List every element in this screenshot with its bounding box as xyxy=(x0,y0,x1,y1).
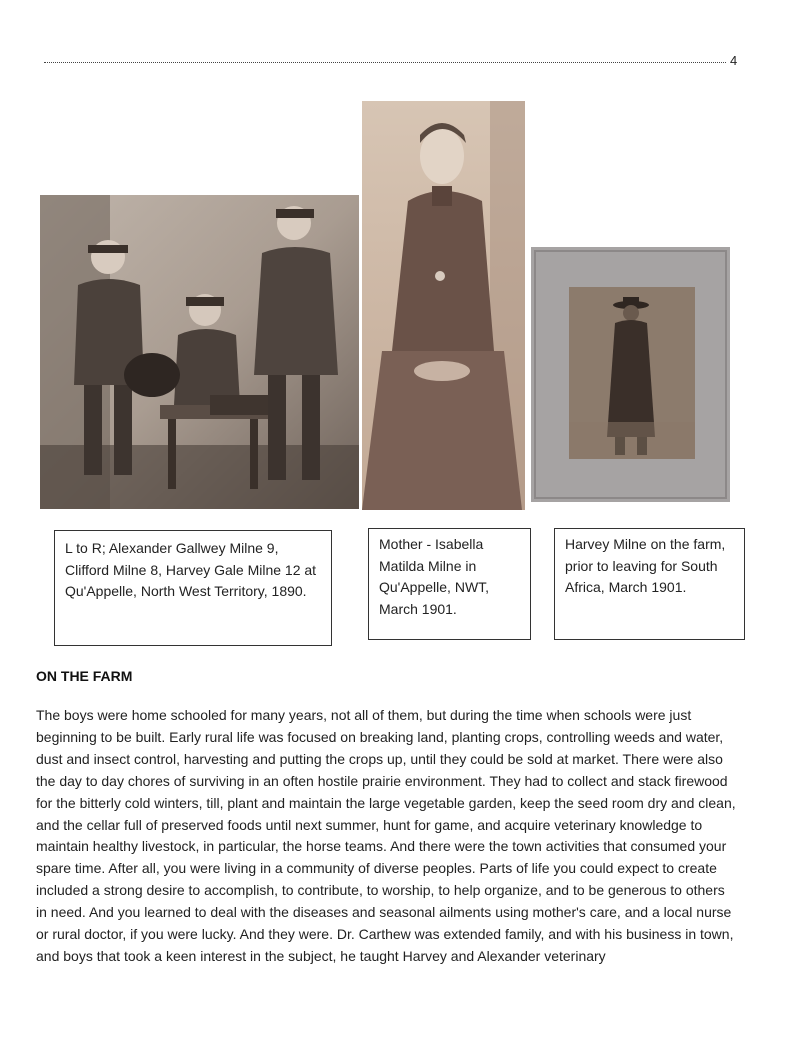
caption-mother: Mother - Isabella Matilda Milne in Qu'Appelle, NWT, March 1901. xyxy=(368,528,531,640)
body-paragraph: The boys were home schooled for many years, not all of them, but during the time when schools were just beginning to be built. Early rural life was focused on breaking land, planting crops, controlling weeds and water, dust and insect control, harvesting and putting the crops up, until they could be sold at market. There were also the day to day chores of surviving in an often hostile prairie environment. They had to collect and stack firewood for the bitterly cold winters, till, plant and maintain the large vegetable garden, keep the seed room dry and clean, and the cellar full of preserved foods until next summer, hunt for game, and acquire veterinary knowledge to maintain healthy livestock, in particular, the horse teams. And there were the town activities that consumed your spare time. After all, you were living in a community of diverse peoples. Parts of life you could expect to create included a strong desire to accomplish, to contribute, to worship, to help organize, and to be generous to others in need. And you learned to deal with the diseases and seasonal ailments using mother's care, and a local nurse or rural doctor, if you were lucky. And they were. Dr. Carthew was extended family, and with his business in town, and boys that took a keen interest in the subject, he taught Harvey and Alexander veterinary xyxy=(36,707,736,964)
photo-three-boys xyxy=(40,195,359,509)
header-dotted-rule xyxy=(44,62,726,63)
photo-mother xyxy=(362,101,525,510)
caption-harvey: Harvey Milne on the farm, prior to leaving for South Africa, March 1901. xyxy=(554,528,745,640)
caption-boys: L to R; Alexander Gallwey Milne 9, Clifford Milne 8, Harvey Gale Milne 12 at Qu'Appelle, North West Territory, 1890. xyxy=(54,530,332,646)
section-heading: ON THE FARM xyxy=(36,668,133,684)
photo-harvey xyxy=(531,247,730,502)
page-number: 4 xyxy=(730,53,738,68)
